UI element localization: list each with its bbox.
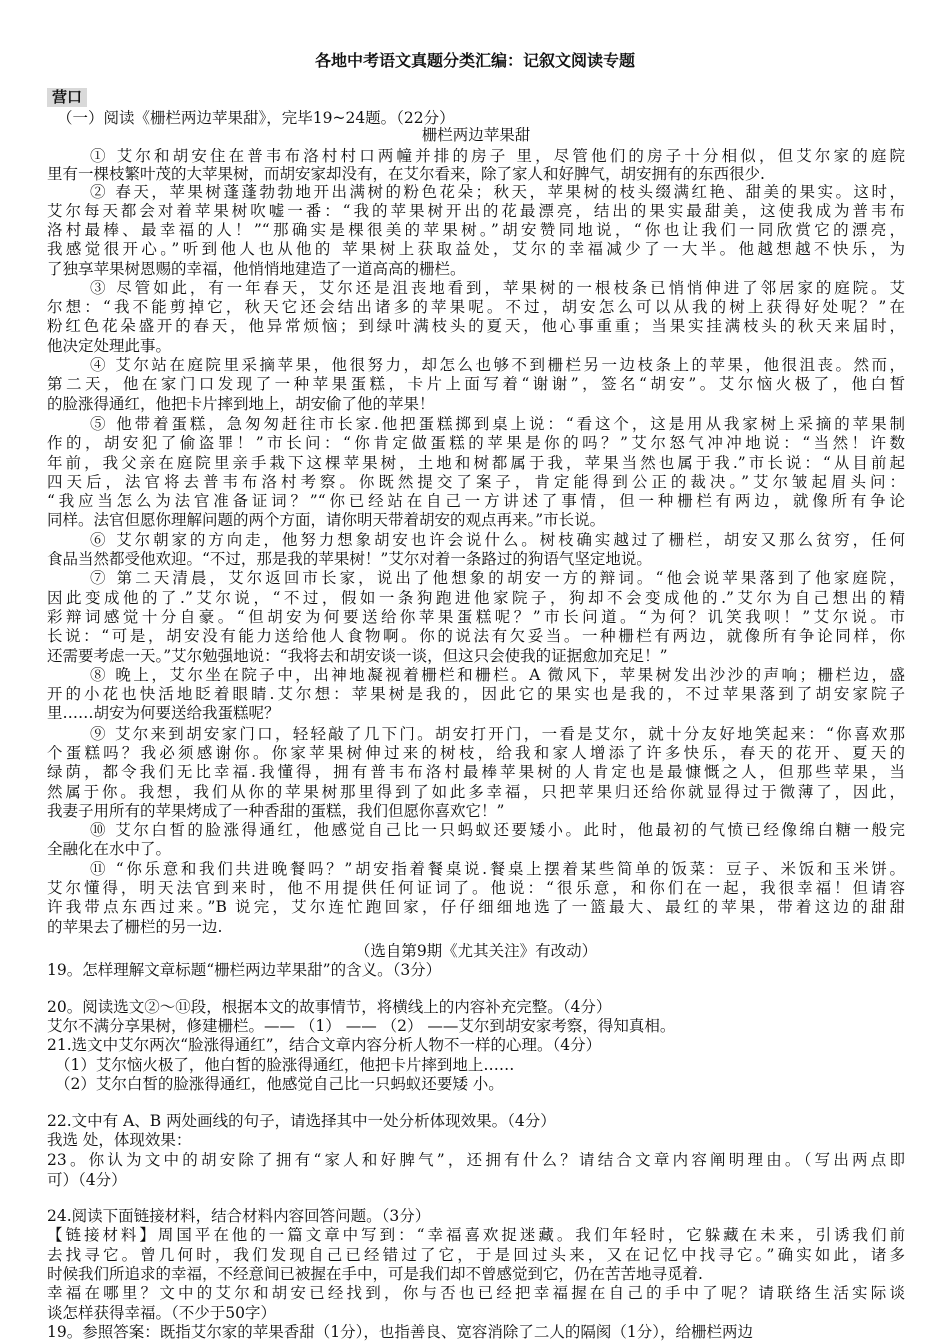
text-line: 我感觉很开心。”听到他人也从他的 苹果树上获取益处，艾尔的幸福减少了一大半。他越想越不快乐，为 xyxy=(47,240,905,259)
text-line: 四天后，法官将去普韦布洛村考察。你既然提交了案子，肯定能得到公正的裁决。”艾尔皱起眉头问： xyxy=(47,472,905,491)
text-line: 栅栏两边苹果甜 xyxy=(421,126,531,145)
text-line: 21.选文中艾尔两次“脸涨得通红”，结合文章内容分析人物不一样的心理。（4分） xyxy=(47,1036,602,1055)
text-line: 个蛋糕吗？我必须感谢你。你家苹果树伸过来的树枝，给我和家人增添了许多快乐，春天的花开、夏天的 xyxy=(47,743,905,762)
text-line: ⑧ 晚上，艾尔坐在院子中，出神地凝视着栅栏和栅栏。A 微风下，苹果树发出沙沙的声响；栅栏边，盛 xyxy=(90,665,905,684)
text-line: 去找寻它。曾几何时，我们发现自己已经错过了它，于是回过头来，又在记忆中找寻它。”确实如此，诸多 xyxy=(47,1245,905,1264)
text-line: 了独享苹果树恩赐的幸福，他悄悄地建造了一道高高的栅栏。 xyxy=(47,259,466,278)
text-line: ⑪ “你乐意和我们共进晚餐吗？”胡安指着餐桌说.餐桌上摆着某些简单的饭菜：豆子、米饭和玉米饼。 xyxy=(90,859,905,878)
text-line: 开的小花也快活地眨着眼睛.艾尔想：苹果树是我的，因此它的果实也是我的，不过苹果落到了胡安家院子 xyxy=(47,685,905,704)
text-line: 22.文中有 A、B 两处画线的句子，请选择其中一处分析体现效果。（4分） xyxy=(47,1111,556,1130)
text-line: ④ 艾尔站在庭院里采摘苹果，他很努力，却怎么也够不到栅栏另一边枝条上的苹果，他很沮丧。然而， xyxy=(90,356,905,375)
text-line: ⑨ 艾尔来到胡安家门口，轻轻敲了几下门。胡安打开门，一看是艾尔，就十分友好地笑起来：“你喜欢那 xyxy=(90,724,905,743)
text-line: 艾尔每天都会对着苹果树吹嘘一番：“我的苹果树开出的花最漂亮，结出的果实最甜美，这使我成为普韦布 xyxy=(47,201,905,220)
text-line: 19。参照答案：既指艾尔家的苹果香甜（1分），也指善良、宽容消除了二人的隔阂（1分），给栅栏两边 xyxy=(47,1323,753,1341)
text-line: 23。你认为文中的胡安除了拥有“家人和好脾气”，还拥有什么？请结合文章内容阐明理由。（写出两点即 xyxy=(47,1151,905,1170)
text-line: ⑩ 艾尔白皙的脸涨得通红，他感觉自己比一只蚂蚁还要矮小。此时，他最初的气愤已经像绵白糖一般完 xyxy=(90,821,905,840)
text-line: 因此变成他的了.”艾尔说，“不过，假如一条狗跑进他家院子，狗却不会变成他的.”艾尔为自己想出的精 xyxy=(47,588,905,607)
text-line: （一）阅读《栅栏两边苹果甜》，完毕19~24题。（22分） xyxy=(57,109,455,127)
text-line: 艾尔懂得，明天法官到来时，他不用提供任何证词了。他说：“很乐意，和你们在一起，我很幸福！但请容 xyxy=(47,879,905,898)
text-line: 谈怎样获得幸福。（不少于50字） xyxy=(47,1303,276,1322)
text-line: 20。阅读选文②～⑪段，根据本文的故事情节，将横线上的内容补充完整。（4分） xyxy=(47,997,612,1016)
text-line: 绿荫，都令我们无比幸福.我懂得，拥有普韦布洛村最棒苹果树的人肯定也是最慷慨之人，但那些苹果，当 xyxy=(47,763,905,782)
page-title: 各地中考语文真题分类汇编：记叙文阅读专题 xyxy=(314,51,635,70)
text-line: 同样。法官但愿你理解问题的两个方面，请你明天带着胡安的观点再来。”市长说。 xyxy=(47,511,606,530)
text-line: 尔想：“我不能剪掉它，秋天它还会结出诸多的苹果呢。不过，胡安怎么可以从我的树上获得好处呢？”在 xyxy=(47,298,905,317)
text-line: 可）（4分） xyxy=(47,1170,127,1189)
text-line: ② 春天，苹果树蓬蓬勃勃地开出满树的粉色花朵；秋天，苹果树的枝头缀满红艳、甜美的果实。这时， xyxy=(90,183,905,202)
text-line: 我妻子用所有的苹果烤成了一种香甜的蛋糕，我们但愿你喜欢它！” xyxy=(47,801,505,820)
text-line: ⑥ 艾尔朝家的方向走，他努力想象胡安也许会说什么。树枝确实越过了栅栏，胡安又那么贫穷，任何 xyxy=(90,530,905,549)
text-line: 24.阅读下面链接材料，结合材料内容回答问题。（3分） xyxy=(47,1207,431,1226)
text-line: 还需要考虑一天。”艾尔勉强地说：“我将去和胡安谈一谈，但这只会使我的证据愈加充足！” xyxy=(47,646,668,665)
text-line: 我选 处，体现效果： xyxy=(47,1130,192,1149)
text-line: 许我带点东西过来。”B 说完，艾尔连忙跑回家，仔仔细细地选了一篮最大、最红的苹果，带着这边的甜甜 xyxy=(47,898,905,917)
text-line: 【链接材料】周国平在他的一篇文章中写到：“幸福喜欢捉迷藏。我们年轻时，它躲藏在未来，引诱我们前 xyxy=(47,1226,905,1245)
text-line: 的脸涨得通红，他把卡片摔到地上，胡安偷了他的苹果！ xyxy=(47,394,435,413)
text-line: 粉红色花朵盛开的春天，他异常烦恼；到绿叶满枝头的夏天，他心事重重；当果实挂满枝头的秋天来届时， xyxy=(47,317,905,336)
text-line: ⑤ 他带着蛋糕，急匆匆赶往市长家.他把蛋糕掷到桌上说：“看这个，这是用从我家树上采摘的苹果制 xyxy=(90,414,905,433)
text-line: 19。怎样理解文章标题“栅栏两边苹果甜”的含义。（3分） xyxy=(47,961,442,980)
text-line: （1）艾尔恼火极了，他白皙的脸涨得通红，他把卡片摔到地上…… xyxy=(55,1055,515,1074)
text-line: 作的，胡安犯了偷盗罪！”市长问：“你肯定做蛋糕的苹果是你的吗？”艾尔怒气冲冲地说：“当然！许数 xyxy=(47,434,905,453)
text-line: 全融化在水中了。 xyxy=(47,840,172,859)
text-line: 幸福在哪里？文中的艾尔和胡安已经找到，你与否也已经把幸福握在自己的手中了呢？请联络生活实际谈 xyxy=(47,1284,905,1303)
text-line: 然属于你。我想，我们从你的苹果树那里得到了如此多幸福，只把苹果归还给你就显得过于微薄了，因此， xyxy=(47,782,905,801)
text-line: 长说：“可是，胡安没有能力送给他人食物啊。你的说法有欠妥当。一种栅栏有两边，就像所有争论同样，你 xyxy=(47,627,905,646)
text-line: 艾尔不满分享果树，修建栅栏。—— （1） —— （2） ——艾尔到胡安家考察，得知真相。 xyxy=(47,1017,676,1036)
text-line: ① 艾尔和胡安住在普韦布洛村村口两幢并排的房子 里，尽管他们的房子十分相似，但艾尔家的庭院 xyxy=(90,146,905,165)
text-line: ③ 尽管如此，有一年春天，艾尔还是沮丧地看到，苹果树的一根枝条已悄悄伸进了邻居家的庭院。艾 xyxy=(90,278,905,297)
text-line: 洛村最棒、最幸福的人！”“那确实是棵很美的苹果树。”胡安赞同地说，“你也让我们一同欣赏它的漂亮， xyxy=(47,220,905,239)
text-line: “我应当怎么为法官准备证词？”“你已经站在自己一方讲述了事情，但一种栅栏有两边，就像所有争论 xyxy=(47,492,905,511)
text-line: 的苹果去了栅栏的另一边. xyxy=(47,917,223,936)
region-label: 营口 xyxy=(47,88,87,107)
text-line: 年前，我父亲在庭院里亲手栽下这棵苹果树，土地和树都属于我，苹果当然也属于我.”市长说：“从目前起 xyxy=(47,453,905,472)
text-line: 里有一棵枝繁叶茂的大苹果树，而胡安家却没有，在艾尔看来，除了家人和好脾气，胡安拥有的东西很少. xyxy=(47,164,765,183)
text-line: 时候我们所追求的幸福，不经意间已被握在手中，可是我们却不曾感觉到它，仍在苦苦地寻觅着. xyxy=(47,1265,703,1284)
text-line: 彩辩词感觉十分自豪。“但胡安为何要送给你苹果蛋糕呢？”市长问道。“为何？讥笑我呗！”艾尔说。市 xyxy=(47,607,905,626)
text-line: ⑦ 第二天清晨，艾尔返回市长家，说出了他想象的胡安一方的辩词。“他会说苹果落到了他家庭院， xyxy=(90,569,905,588)
text-line: 第二天，他在家门口发现了一种苹果蛋糕，卡片上面写着“谢谢”，签名“胡安”。艾尔恼火极了，他白皙 xyxy=(47,375,905,394)
text-line: 里……胡安为何要送给我蛋糕呢？ xyxy=(47,704,280,723)
text-line: 他决定处理此事。 xyxy=(47,336,172,355)
text-line: （2）艾尔白皙的脸涨得通红，他感觉自己比一只蚂蚁还要矮 小。 xyxy=(55,1074,504,1093)
text-line: （选自第9期《尤其关注》有改动） xyxy=(354,941,598,960)
text-line: 食品当然都受他欢迎。“不过，那是我的苹果树！”艾尔对着一条路过的狗语气坚定地说。 xyxy=(47,550,652,569)
